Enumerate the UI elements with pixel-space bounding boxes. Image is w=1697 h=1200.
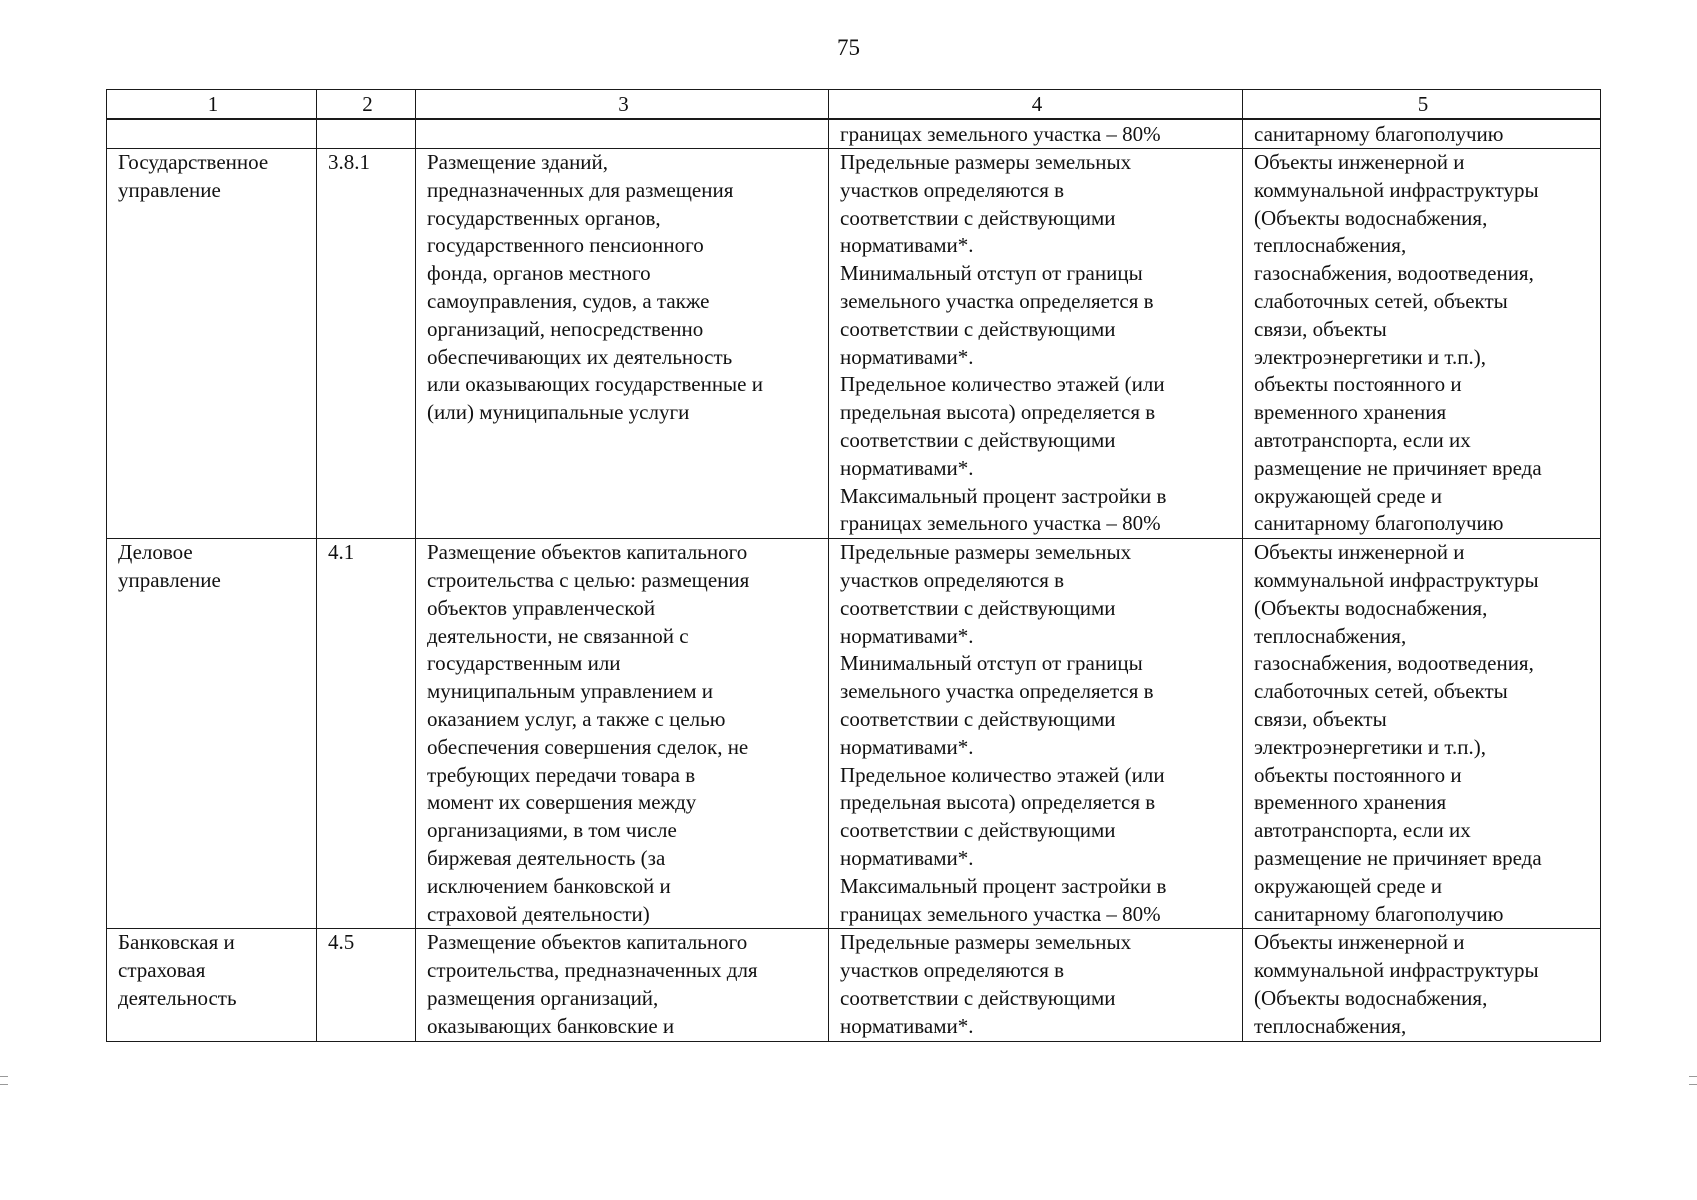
margin-mark-left — [0, 1076, 8, 1077]
cell-text-line: временного хранения — [1254, 400, 1447, 425]
cell-text-line: страховая — [118, 958, 206, 983]
cell-text-line: предельная высота) определяется в — [840, 400, 1156, 425]
cell-text-line: нормативами*. — [840, 233, 974, 258]
cell-text-line: связи, объекты — [1254, 706, 1387, 731]
cell-text-line: (Объекты водоснабжения, — [1254, 595, 1488, 620]
table-continuation-row — [107, 119, 1601, 149]
cell-text-line: Объекты инженерной и — [1254, 540, 1465, 565]
code-cell — [317, 119, 416, 149]
column-number-5: 5 — [1243, 90, 1601, 120]
cell-text-line: Минимальный отступ от границы — [840, 651, 1143, 676]
cell-text-line: коммунальной инфраструктуры — [1254, 958, 1539, 983]
cell-text-line: соответствии с действующими — [840, 205, 1116, 230]
margin-mark-right-2 — [1689, 1084, 1697, 1085]
cell-text-line: государственного пенсионного — [427, 233, 704, 258]
cell-text-line: нормативами*. — [840, 455, 974, 480]
use-name-cell — [107, 149, 317, 539]
cell-text-line: Максимальный процент застройки в — [840, 873, 1167, 898]
cell-text-line: автотранспорта, если их — [1254, 427, 1471, 452]
cell-text-line: обеспечивающих их деятельность — [427, 344, 733, 369]
cell-text-line: размещения организаций, — [427, 985, 659, 1010]
cell-text-line: электроэнергетики и т.п.), — [1254, 344, 1486, 369]
cell-text-line: размещение не причиняет вреда — [1254, 455, 1542, 480]
margin-mark-right — [1689, 1076, 1697, 1077]
cell-text-line: теплоснабжения, — [1254, 1013, 1407, 1038]
cell-text-line: слаботочных сетей, объекты — [1254, 679, 1508, 704]
cell-text-line: электроэнергетики и т.п.), — [1254, 734, 1486, 759]
land-use-table — [106, 89, 1601, 1042]
cell-text-line: нормативами*. — [840, 845, 974, 870]
cell-text-line: временного хранения — [1254, 790, 1447, 815]
description-cell — [416, 539, 829, 929]
description-cell — [416, 149, 829, 539]
cell-text-line: Банковская и — [118, 930, 235, 955]
cell-text-line: санитарному благополучию — [1254, 901, 1504, 926]
cell-text-line: санитарному благополучию — [1254, 511, 1504, 536]
description-cell — [416, 929, 829, 1041]
cell-text-line: Деловое — [118, 540, 193, 565]
cell-text-line: фонда, органов местного — [427, 261, 651, 286]
cell-text-line: деятельности, не связанной с — [427, 623, 689, 648]
cell-text-line: Объекты инженерной и — [1254, 930, 1465, 955]
cell-text-line: 4.5 — [328, 930, 355, 955]
cell-text-line: деятельность — [118, 985, 237, 1010]
cell-text-line: оказывающих банковские и — [427, 1013, 675, 1038]
cell-text-line: размещение не причиняет вреда — [1254, 845, 1542, 870]
description-cell — [416, 119, 829, 149]
cell-text-line: объекты постоянного и — [1254, 372, 1462, 397]
auxiliary-cell — [1243, 929, 1601, 1041]
cell-text-line: муниципальным управлением и — [427, 679, 714, 704]
cell-text-line: (Объекты водоснабжения, — [1254, 205, 1488, 230]
cell-text-line: предназначенных для размещения — [427, 177, 734, 202]
cell-text-line: теплоснабжения, — [1254, 623, 1407, 648]
cell-text-line: Предельные размеры земельных — [840, 930, 1132, 955]
code-cell — [317, 149, 416, 539]
cell-text-line: исключением банковской и — [427, 873, 671, 898]
page-number: 75 — [837, 35, 860, 60]
auxiliary-cell — [1243, 119, 1601, 149]
cell-text-line: санитарному благополучию — [1254, 122, 1504, 146]
cell-text-line: газоснабжения, водоотведения, — [1254, 261, 1534, 286]
cell-text-line: предельная высота) определяется в — [840, 790, 1156, 815]
cell-text-line: или оказывающих государственные и — [427, 372, 763, 397]
cell-text-line: нормативами*. — [840, 1013, 974, 1038]
cell-text-line: организаций, непосредственно — [427, 316, 704, 341]
cell-text-line: Максимальный процент застройки в — [840, 483, 1167, 508]
cell-text-line: обеспечения совершения сделок, не — [427, 734, 749, 759]
cell-text-line: (или) муниципальные услуги — [427, 400, 690, 425]
cell-text-line: управление — [118, 567, 221, 592]
cell-text-line: объектов управленческой — [427, 595, 656, 620]
table-row — [107, 929, 1601, 1041]
cell-text-line: Предельные размеры земельных — [840, 540, 1132, 565]
cell-text-line: соответствии с действующими — [840, 595, 1116, 620]
parameters-cell — [829, 929, 1243, 1041]
cell-text-line: государственных органов, — [427, 205, 661, 230]
cell-text-line: 4.1 — [328, 540, 355, 565]
cell-text-line: участков определяются в — [840, 567, 1065, 592]
code-cell — [317, 539, 416, 929]
cell-text-line: объекты постоянного и — [1254, 762, 1462, 787]
cell-text-line: (Объекты водоснабжения, — [1254, 985, 1488, 1010]
table-row — [107, 539, 1601, 929]
cell-text-line: оказанием услуг, а также с целью — [427, 706, 726, 731]
cell-text-line: Предельные размеры земельных — [840, 150, 1132, 174]
cell-text-line: земельного участка определяется в — [840, 288, 1154, 313]
cell-text-line: коммунальной инфраструктуры — [1254, 567, 1539, 592]
use-name-cell — [107, 929, 317, 1041]
cell-text-line: Размещение объектов капитального — [427, 930, 748, 955]
cell-text-line: нормативами*. — [840, 734, 974, 759]
cell-text-line: соответствии с действующими — [840, 316, 1116, 341]
cell-text-line: Предельное количество этажей (или — [840, 762, 1165, 787]
cell-text-line: слаботочных сетей, объекты — [1254, 288, 1508, 313]
use-name-cell — [107, 539, 317, 929]
parameters-cell — [829, 119, 1243, 149]
cell-text-line: Объекты инженерной и — [1254, 150, 1465, 174]
parameters-cell — [829, 539, 1243, 929]
cell-text-line: нормативами*. — [840, 623, 974, 648]
cell-text-line: теплоснабжения, — [1254, 233, 1407, 258]
cell-text-line: управление — [118, 177, 221, 202]
cell-text-line: автотранспорта, если их — [1254, 818, 1471, 843]
column-number-4: 4 — [829, 90, 1243, 120]
use-name-cell — [107, 119, 317, 149]
cell-text-line: требующих передачи товара в — [427, 762, 696, 787]
cell-text-line: 3.8.1 — [328, 150, 370, 174]
cell-text-line: связи, объекты — [1254, 316, 1387, 341]
auxiliary-cell — [1243, 539, 1601, 929]
cell-text-line: соответствии с действующими — [840, 985, 1116, 1010]
cell-text-line: границах земельного участка – 80% — [840, 511, 1161, 536]
cell-text-line: границах земельного участка – 80% — [840, 901, 1161, 926]
cell-text-line: государственным или — [427, 651, 621, 676]
parameters-cell — [829, 149, 1243, 539]
cell-text-line: соответствии с действующими — [840, 818, 1116, 843]
cell-text-line: строительства, предназначенных для — [427, 958, 758, 983]
cell-text-line: окружающей среде и — [1254, 483, 1443, 508]
column-number-2: 2 — [317, 90, 416, 120]
cell-text-line: страховой деятельности) — [427, 901, 650, 926]
cell-text-line: строительства с целью: размещения — [427, 567, 750, 592]
cell-text-line: Предельное количество этажей (или — [840, 372, 1165, 397]
column-number-3: 3 — [416, 90, 829, 120]
code-cell — [317, 929, 416, 1041]
cell-text-line: коммунальной инфраструктуры — [1254, 177, 1539, 202]
table-header-row — [107, 90, 1601, 120]
cell-text-line: Размещение объектов капитального — [427, 540, 748, 565]
cell-text-line: участков определяются в — [840, 177, 1065, 202]
cell-text-line: биржевая деятельность (за — [427, 845, 666, 870]
cell-text-line: соответствии с действующими — [840, 427, 1116, 452]
cell-text-line: момент их совершения между — [427, 790, 697, 815]
cell-text-line: Размещение зданий, — [427, 150, 609, 174]
cell-text-line: Государственное — [118, 150, 269, 174]
cell-text-line: Минимальный отступ от границы — [840, 261, 1143, 286]
cell-text-line: окружающей среде и — [1254, 873, 1443, 898]
table-row — [107, 149, 1601, 539]
cell-text-line: организациями, в том числе — [427, 818, 677, 843]
cell-text-line: нормативами*. — [840, 344, 974, 369]
cell-text-line: границах земельного участка – 80% — [840, 122, 1161, 146]
cell-text-line: газоснабжения, водоотведения, — [1254, 651, 1534, 676]
cell-text-line: самоуправления, судов, а также — [427, 288, 710, 313]
margin-mark-left-2 — [0, 1084, 8, 1085]
auxiliary-cell — [1243, 149, 1601, 539]
cell-text-line: участков определяются в — [840, 958, 1065, 983]
column-number-1: 1 — [107, 90, 317, 120]
cell-text-line: земельного участка определяется в — [840, 679, 1154, 704]
cell-text-line: соответствии с действующими — [840, 706, 1116, 731]
